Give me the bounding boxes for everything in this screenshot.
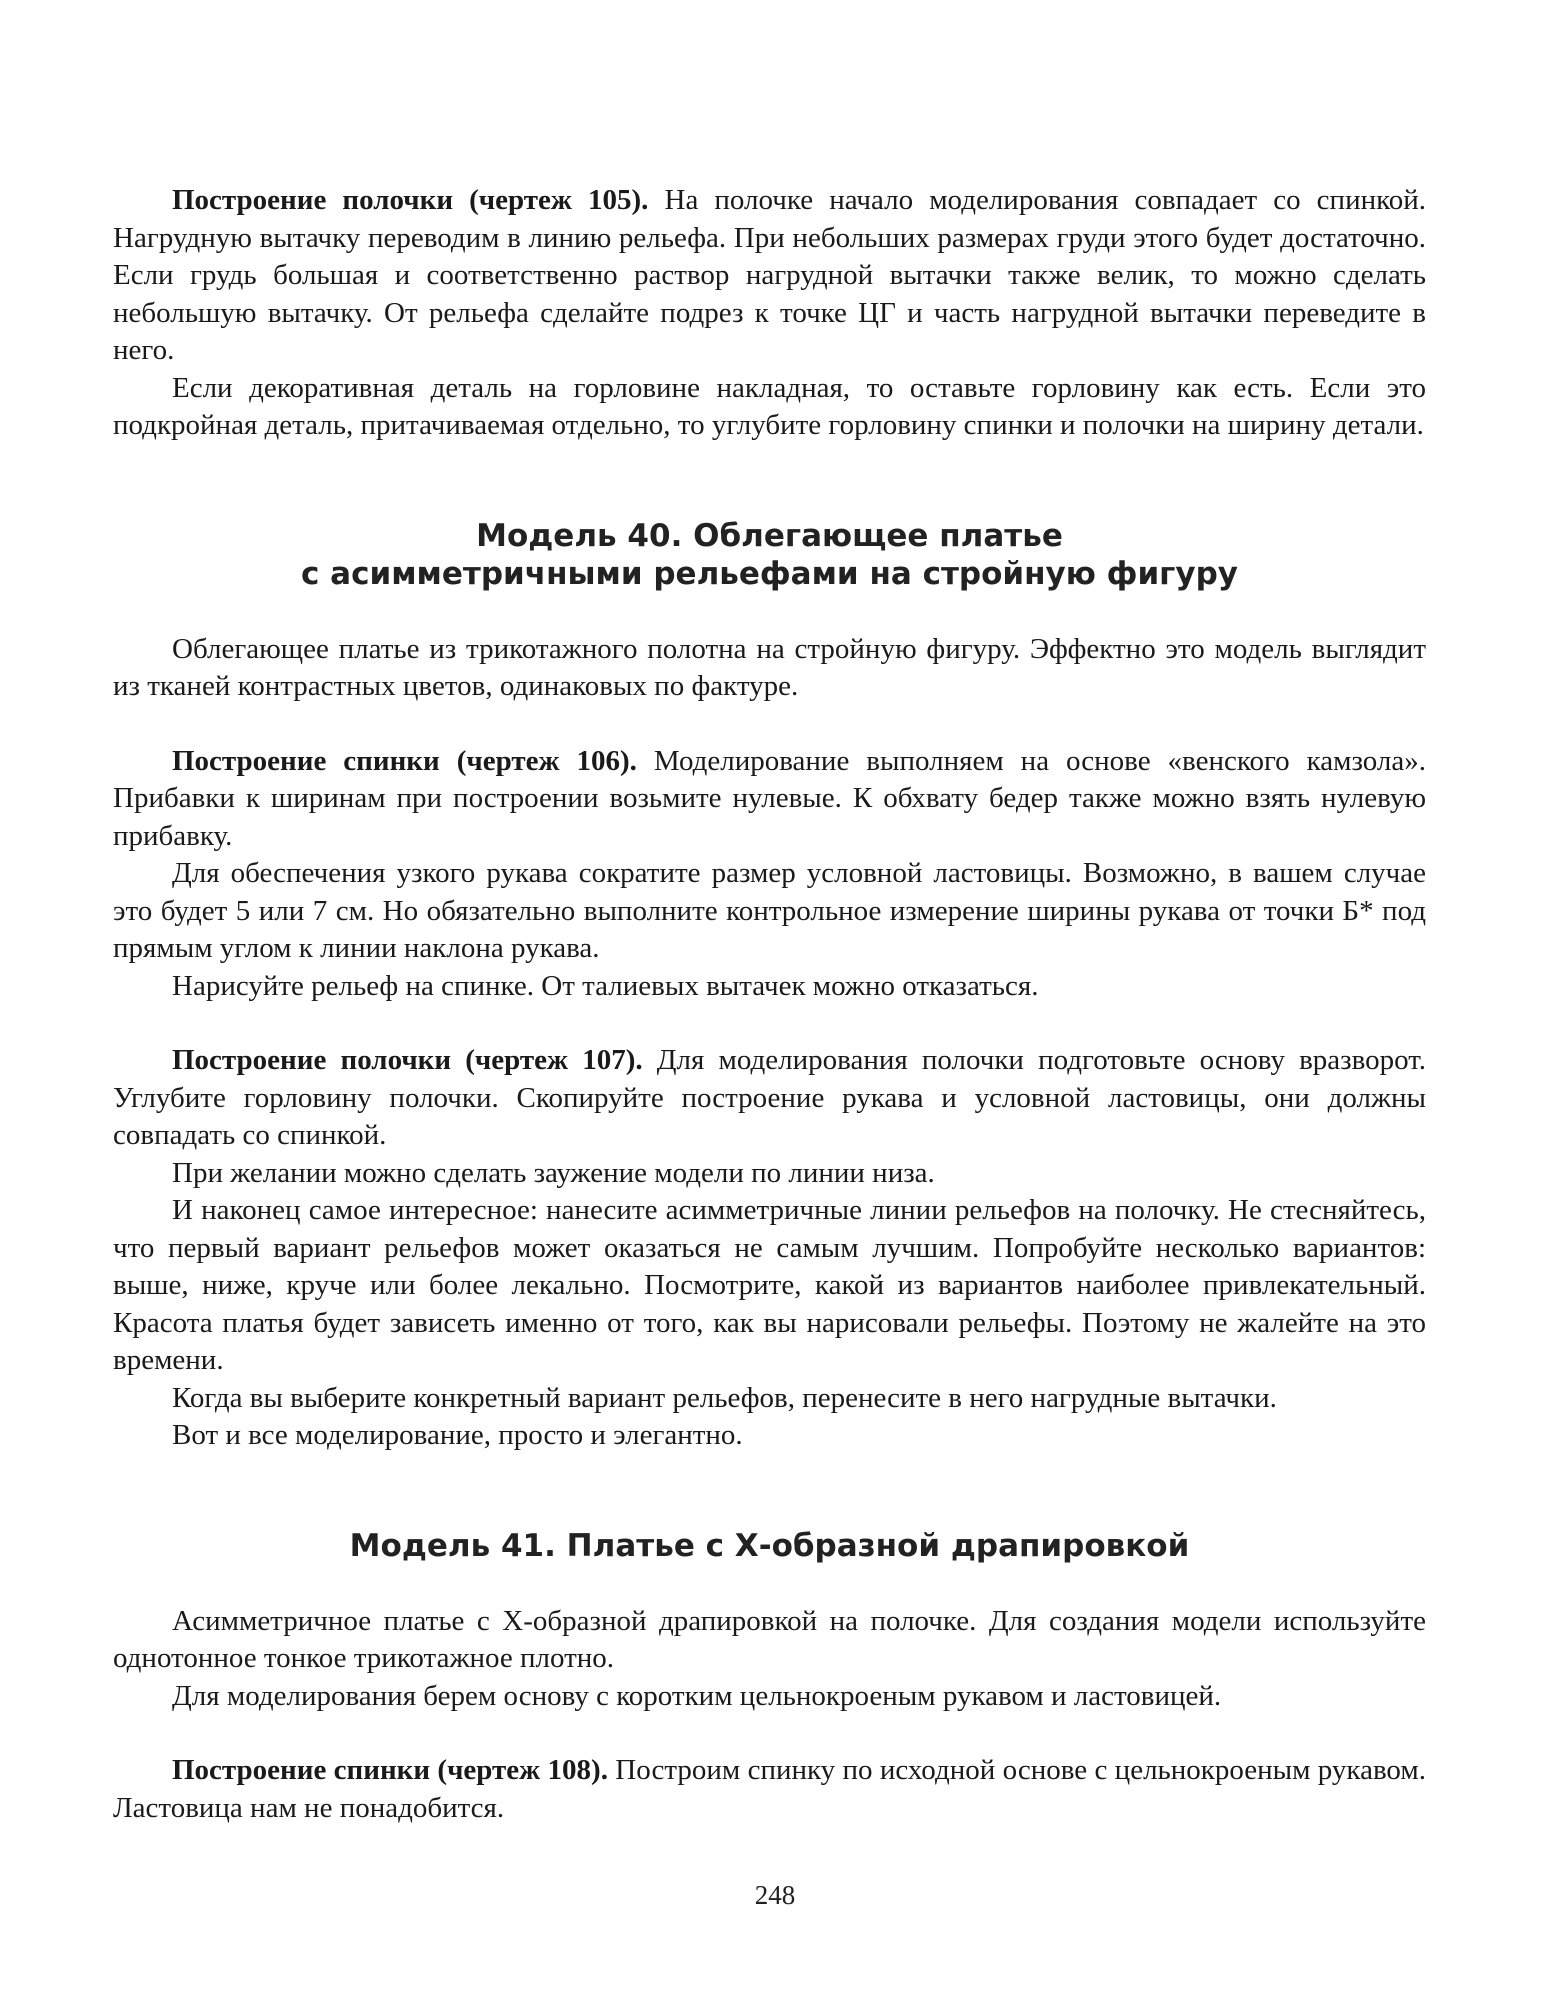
- paragraph-text: Для моделирования полочки подготовьте основу вразворот. Углубите горловину полочки. Скопируйте построение рукава и условной ластовицы, они должны совпадать со спинкой.: [113, 1044, 1426, 1151]
- paragraph-lead-bold: Построение полочки (чертеж 105).: [172, 184, 649, 216]
- paragraph-model40-intro: Облегающее платье из трикотажного полотна на стройную фигуру. Эффектно это модель выглядит из тканей контрастных цветов, одинаковых по фактуре.: [113, 632, 1426, 702]
- paragraph-asymmetric-reliefs: И наконец самое интересное: нанесите асимметричные линии рельефов на полочку. Не стесняйтесь, что первый вариант рельефов может оказаться не самым лучшим. Попробуйте несколько вариантов: выше, ниже, круче или более лекально. Посмотрите, какой из вариантов наиболее привлекательный. Красота платья будет зависеть именно от того, как вы нарисовали рельефы. Поэтому не жалейте на это времени.: [113, 1194, 1426, 1376]
- paragraph-narrow-sleeve: Для обеспечения узкого рукава сократите размер условной ластовицы. Возможно, в вашем случае это будет 5 или 7 см. Но обязательно выполните контрольное измерение ширины рукава от точки Б* под прямым углом к линии наклона рукава.: [113, 857, 1426, 964]
- paragraph-conclusion: Вот и все моделирование, просто и элегантно.: [172, 1419, 743, 1451]
- paragraph-back-108: [113, 1752, 1426, 1827]
- paragraph-text: Построим спинку по исходной основе с цельнокроеным рукавом. Ластовица нам не понадобится.: [113, 1754, 1426, 1824]
- paragraph-transfer-darts: Когда вы выберите конкретный вариант рельефов, перенесите в него нагрудные вытачки.: [172, 1381, 1277, 1414]
- paragraph-lead-bold: Построение полочки (чертеж 107).: [172, 1044, 643, 1076]
- text-column: [113, 182, 1426, 1827]
- paragraph-back-relief: Нарисуйте рельеф на спинке. От талиевых вытачек можно отказаться.: [172, 969, 1039, 1002]
- paragraph-hem-narrowing: При желании можно сделать заужение модели по линии низа.: [172, 1156, 935, 1189]
- paragraph-model41-intro: Асимметричное платье с Х-образной драпировкой на полочке. Для создания модели используйте однотонное тонкое трикотажное плотно.: [113, 1604, 1426, 1674]
- paragraph-lead-bold: Построение спинки (чертеж 106).: [172, 744, 637, 777]
- paragraph-lead-bold: Построение спинки (чертеж 108).: [172, 1754, 608, 1786]
- paragraph-text: Моделирование выполняем на основе «венского камзола». Прибавки к ширинам при построении возьмите нулевые. К обхвату бедер также можно взять нулевую прибавку.: [113, 744, 1426, 852]
- heading-line-1: Модель 40. Облегающее платье: [476, 517, 1063, 554]
- paragraph-back-106: [113, 743, 1426, 856]
- heading-line-2: с асимметричными рельефами на стройную фигуру: [301, 555, 1238, 592]
- heading-model-41: Модель 41. Платье с Х-образной драпировкой: [349, 1527, 1190, 1564]
- paragraph-text: На полочке начало моделирования совпадает со спинкой. Нагрудную вытачку переводим в линию рельефа. При небольших размерах груди этого будет достаточно. Если грудь большая и соответственно раствор нагрудной вытачки также велик, то можно сделать небольшую вытачку. От рельефа сделайте подрез к точке ЦГ и часть нагрудной вытачки переведите в него.: [113, 184, 1426, 366]
- paragraph-front-107: [113, 1042, 1426, 1155]
- heading-model-40: [113, 517, 1426, 593]
- paragraph-front-105: [113, 182, 1426, 370]
- page-number: 248: [754, 1880, 796, 1910]
- paragraph-model41-base: Для моделирования берем основу с коротким цельнокроеным рукавом и ластовицей.: [172, 1679, 1222, 1712]
- paragraph-neckline-detail: Если декоративная деталь на горловине накладная, то оставьте горловину как есть. Если это подкройная деталь, притачиваемая отдельно, то углубите горловину спинки и полочки на ширину детали.: [113, 371, 1426, 441]
